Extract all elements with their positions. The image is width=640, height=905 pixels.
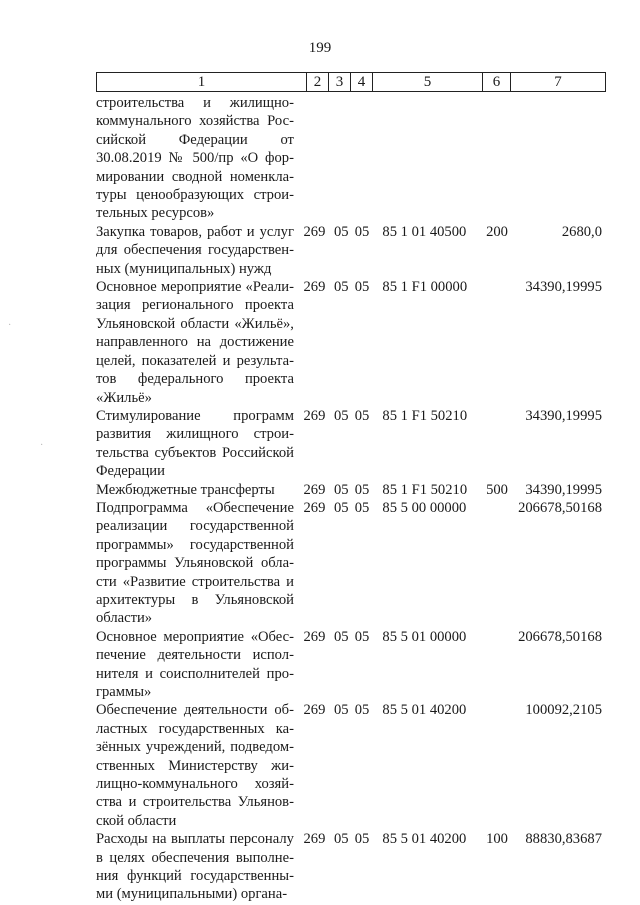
row-subsection-code: 05 bbox=[354, 407, 370, 424]
row-name-line: Ульяновской области «Жильё», bbox=[96, 315, 294, 332]
row-name-line: Обеспечение деятельности об- bbox=[96, 702, 294, 719]
row-name-line: для обеспечения государствен- bbox=[96, 242, 294, 259]
row-name-line: ных (муниципальных) нужд bbox=[96, 260, 272, 277]
row-name-line: туры ценообразующих строи- bbox=[96, 187, 294, 204]
row-name-line: в целях обеспечения выполне- bbox=[96, 849, 294, 866]
row-target-article: 85 5 01 00000 bbox=[382, 628, 467, 645]
row-name-line: программы» государственной bbox=[96, 536, 294, 553]
row-name bbox=[96, 278, 294, 407]
row-amount: 2680,0 bbox=[561, 223, 602, 240]
row-name-line: тельства субъектов Российской bbox=[96, 444, 294, 461]
row-ministry-code: 269 bbox=[303, 628, 326, 645]
row-amount: 34390,19995 bbox=[525, 407, 602, 424]
table-row bbox=[96, 407, 602, 481]
row-section-code: 05 bbox=[333, 223, 349, 240]
row-name-line: Основное мероприятие «Реали- bbox=[96, 279, 294, 296]
row-subsection-code: 05 bbox=[354, 499, 370, 516]
row-name-line: архитектуры в Ульяновской bbox=[96, 591, 294, 608]
row-ministry-code: 269 bbox=[303, 407, 326, 424]
row-name-line: области» bbox=[96, 610, 153, 627]
row-name-line: сийской Федерации от bbox=[96, 131, 294, 148]
row-target-article: 85 1 F1 50210 bbox=[382, 481, 468, 498]
row-subsection-code: 05 bbox=[354, 223, 370, 240]
row-ministry-code: 269 bbox=[303, 702, 326, 719]
row-section-code: 05 bbox=[333, 628, 349, 645]
row-expense-type: 100 bbox=[486, 831, 508, 848]
row-amount: 206678,50168 bbox=[518, 628, 602, 645]
row-target-article: 85 5 01 40200 bbox=[382, 831, 467, 848]
row-subsection-code: 05 bbox=[354, 279, 370, 296]
row-name-line: печение деятельности испол- bbox=[96, 647, 294, 664]
row-section-code: 05 bbox=[333, 702, 349, 719]
row-name-line: развития жилищного строи- bbox=[96, 426, 294, 443]
row-name-line: зённых учреждений, подведом- bbox=[96, 739, 294, 756]
row-name-line: тов федерального проекта bbox=[96, 371, 294, 388]
row-section-code: 05 bbox=[333, 407, 349, 424]
row-name-line: ния функций государственны- bbox=[96, 868, 294, 885]
budget-table-body bbox=[96, 94, 602, 904]
row-name-line: Основное мероприятие «Обес- bbox=[96, 628, 294, 645]
row-name-line: Расходы на выплаты персоналу bbox=[96, 831, 294, 848]
scan-speck: · bbox=[40, 440, 44, 451]
row-name-line: нителя и соисполнителей про- bbox=[96, 665, 294, 682]
header-col-5: 5 bbox=[373, 73, 483, 92]
row-name-line: зация региональногo проекта bbox=[96, 297, 294, 314]
row-name-line: Федерации bbox=[96, 463, 165, 480]
row-target-article: 85 5 00 00000 bbox=[382, 499, 467, 516]
header-col-4: 4 bbox=[351, 73, 373, 92]
row-subsection-code: 05 bbox=[354, 702, 370, 719]
row-amount: 88830,83687 bbox=[525, 831, 602, 848]
row-target-article: 85 1 F1 50210 bbox=[382, 407, 468, 424]
row-name-line: Межбюджетные трансферты bbox=[96, 481, 275, 498]
table-row bbox=[96, 223, 602, 278]
table-row bbox=[96, 94, 602, 223]
row-target-article: 85 5 01 40200 bbox=[382, 702, 467, 719]
table-row bbox=[96, 628, 602, 702]
row-ministry-code: 269 bbox=[303, 831, 326, 848]
row-name-line: ластных государственных ка- bbox=[96, 720, 294, 737]
row-name bbox=[96, 628, 294, 702]
page-number: 199 bbox=[308, 40, 332, 56]
row-name-line: тельных ресурсов» bbox=[96, 205, 215, 222]
row-name bbox=[96, 94, 294, 223]
row-name bbox=[96, 481, 294, 499]
row-name bbox=[96, 223, 294, 278]
row-name-line: граммы» bbox=[96, 684, 152, 700]
row-subsection-code: 05 bbox=[354, 831, 370, 848]
row-name-line: лищно-коммунального хозяй- bbox=[96, 776, 294, 793]
row-target-article: 85 1 01 40500 bbox=[382, 223, 467, 240]
row-section-code: 05 bbox=[333, 279, 349, 296]
row-name bbox=[96, 830, 294, 904]
scan-speck: · bbox=[8, 320, 12, 331]
row-expense-type: 200 bbox=[486, 223, 508, 240]
row-ministry-code: 269 bbox=[303, 499, 326, 516]
row-name bbox=[96, 701, 294, 830]
row-name-line: ственных Министерству жи- bbox=[96, 757, 294, 774]
table-row bbox=[96, 701, 602, 830]
row-section-code: 05 bbox=[333, 481, 349, 498]
table-row bbox=[96, 830, 602, 904]
row-section-code: 05 bbox=[333, 499, 349, 516]
row-section-code: 05 bbox=[333, 831, 349, 848]
row-name-line: Стимулирование программ bbox=[96, 407, 294, 424]
row-name bbox=[96, 407, 294, 481]
header-col-7: 7 bbox=[511, 73, 606, 92]
row-name-line: 30.08.2019 № 500/пр «О фор- bbox=[96, 150, 294, 167]
row-amount: 100092,2105 bbox=[525, 702, 602, 719]
row-name-line: сти «Развитие строительства и bbox=[96, 573, 294, 590]
row-name-line: «Жильё» bbox=[96, 389, 152, 406]
row-name-line: Закупка товаров, работ и услуг bbox=[96, 223, 294, 240]
row-name-line: направленного на достижение bbox=[96, 334, 294, 351]
row-name-line: ми (муниципальными) органа- bbox=[96, 886, 288, 903]
row-amount: 206678,50168 bbox=[518, 499, 602, 516]
table-row bbox=[96, 278, 602, 407]
header-col-2: 2 bbox=[307, 73, 329, 92]
row-name-line: строительства и жилищно- bbox=[96, 95, 294, 111]
row-name-line: реализации государственной bbox=[96, 518, 294, 535]
row-name-line: целей, показателей и результа- bbox=[96, 352, 294, 369]
row-name-line: программы Ульяновской обла- bbox=[96, 555, 294, 572]
row-subsection-code: 05 bbox=[354, 628, 370, 645]
row-ministry-code: 269 bbox=[303, 481, 326, 498]
column-header-row bbox=[96, 72, 606, 92]
row-amount: 34390,19995 bbox=[525, 279, 602, 296]
header-col-1: 1 bbox=[97, 73, 307, 92]
table-row bbox=[96, 481, 602, 499]
row-name-line: мировании сводной номенкла- bbox=[96, 168, 294, 185]
row-amount: 34390,19995 bbox=[525, 481, 602, 498]
header-col-3: 3 bbox=[329, 73, 351, 92]
row-name bbox=[96, 499, 294, 628]
row-name-line: коммунального хозяйства Рос- bbox=[96, 113, 294, 130]
row-ministry-code: 269 bbox=[303, 279, 326, 296]
row-subsection-code: 05 bbox=[354, 481, 370, 498]
table-row bbox=[96, 499, 602, 628]
row-name-line: Подпрограмма «Обеспечение bbox=[96, 499, 294, 516]
row-expense-type: 500 bbox=[486, 481, 508, 498]
header-col-6: 6 bbox=[483, 73, 511, 92]
row-ministry-code: 269 bbox=[303, 223, 326, 240]
row-target-article: 85 1 F1 00000 bbox=[382, 279, 468, 296]
row-name-line: ской области bbox=[96, 812, 177, 829]
row-name-line: ства и строительства Ульянов- bbox=[96, 794, 294, 811]
